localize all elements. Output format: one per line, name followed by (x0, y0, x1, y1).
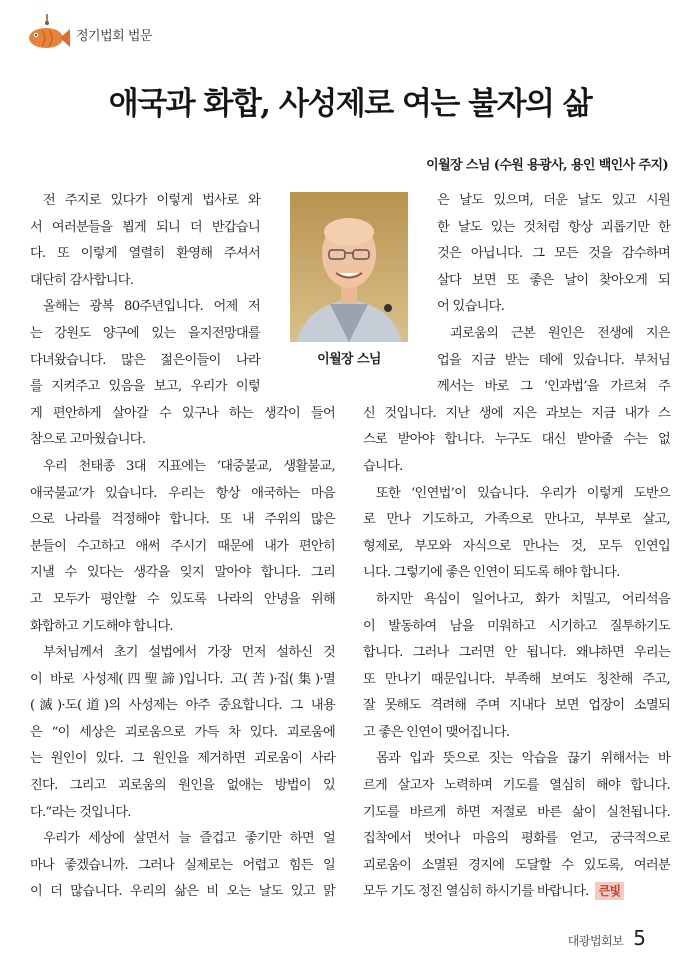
photo-caption: 이월장 스님 (317, 352, 381, 367)
text-line: 다.”라는 것입니다. (30, 804, 131, 820)
text-line: 것은 아닙니다. 그 모든 것을 감수하며 (437, 246, 670, 262)
text-line: 대단히 감사합니다. (30, 272, 134, 288)
text-line: 이 발동하여 남을 미워하고 시기하고 질투하기도 (363, 618, 670, 634)
text-line: 전 주지로 있다가 이렇게 법사로 와 (43, 193, 260, 208)
text-line: 르게 살고자 노력하며 기도를 열심히 해야 합니다. (363, 778, 670, 794)
byline: 이월장 스님 (수원 용광사, 용인 백인사 주지) (426, 158, 668, 173)
text-line: 살다 보면 또 좋은 날이 찾아오게 되 (437, 272, 670, 288)
text-line: 은 “이 세상은 괴로움으로 가득 차 있다. 괴로움에 (30, 724, 335, 740)
paragraph (30, 640, 335, 826)
article-title: 애국과 화합, 사성제로 여는 불자의 삶 (108, 86, 592, 122)
paragraph (363, 587, 670, 747)
text-line: (滅)·도(道)의 사성제는 아주 중요합니다. 그 내용 (30, 698, 335, 714)
text-line: 는 강원도 양구에 있는 을지전망대를 (30, 325, 260, 341)
fish-icon (24, 14, 70, 54)
publication-name: 대광법회보 (567, 934, 624, 948)
text-line: 서 여러분들을 뵙게 되니 더 반갑습니 (30, 219, 260, 235)
text-line: 이 더 많습니다. 우리의 삶은 비 오는 날도 있고 맑 (30, 884, 335, 900)
text-line: 하지만 욕심이 일어나고, 화가 치밀고, 어리석음 (376, 591, 670, 607)
end-mark: 큰빛 (595, 882, 625, 900)
text-line (363, 879, 670, 906)
text-line: 부처님께서 초기 설법에서 가장 먼저 설하신 것 (43, 645, 335, 661)
text-line: 께서는 바로 그 ‘인과법’을 가르쳐 주 (437, 379, 670, 395)
paragraph (363, 321, 670, 481)
text-line: 합니다. 그러나 그러면 안 됩니다. 왜냐하면 우리는 (363, 645, 670, 661)
text-line: 는 원인이 있다. 그 원인을 제거하면 괴로움이 사라 (30, 751, 335, 767)
paragraph (363, 481, 670, 587)
text-line-last: 모두 기도 정진 열심히 하시기를 바랍니다. (363, 884, 589, 900)
text-line: 를 지켜주고 있음을 보고, 우리가 이렇 (30, 379, 260, 395)
text-line: 고 모두가 평안할 수 있도록 나라의 안녕을 위해 (30, 591, 335, 607)
text-line: 형제로, 부모와 자식으로 만나는 것, 모두 인연입 (363, 538, 670, 554)
section-label: 정기법회 법문 (76, 28, 152, 44)
text-line: 우리 천태종 3대 지표에는 ‘대중불교, 생활불교, (43, 458, 335, 474)
paragraph (30, 454, 335, 640)
text-line: 올해는 광복 80주년입니다. 어제 저 (43, 299, 260, 315)
left-column (30, 188, 335, 906)
text-line: 다. 또 이렇게 열렬히 환영해 주셔서 (30, 246, 260, 262)
text-line: 게 편안하게 살아갈 수 있구나 하는 생각이 들어 (30, 405, 335, 421)
text-line: 니다. 그렇기에 좋은 인연이 되도록 해야 합니다. (363, 565, 620, 581)
text-line: 잘 못해도 격려해 주며 지내다 보면 업장이 소멸되 (363, 698, 670, 714)
text-line: 한 날도 있는 것처럼 항상 괴롭기만 한 (437, 219, 670, 235)
text-line: 스로 받아야 합니다. 누구도 대신 받아줄 수는 없 (363, 432, 670, 448)
text-line: 어 있습니다. (437, 299, 505, 315)
paragraph (30, 294, 335, 454)
text-line: 애국불교’가 있습니다. 우리는 항상 애국하는 마음 (30, 485, 335, 501)
text-line: 괴로움이 소멸된 경지에 도달할 수 있도록, 여러분 (363, 857, 670, 873)
text-line: 또 만나기 때문입니다. 부족해 보여도 칭찬해 주고, (363, 671, 670, 687)
text-line: 로 만나 기도하고, 가족으로 만나고, 부부로 살고, (363, 512, 670, 528)
paragraph (363, 188, 670, 321)
paragraph (30, 826, 335, 906)
text-line: 진다. 그리고 괴로움의 원인을 없애는 방법이 있 (30, 778, 335, 794)
text-line: 지낼 수 있다는 생각을 잊지 말아야 합니다. 그리 (30, 565, 335, 581)
paragraph (30, 188, 335, 294)
paragraph (363, 746, 670, 906)
page-number: 5 (633, 926, 646, 950)
text-line: 화합하고 기도해야 합니다. (30, 618, 173, 634)
text-line: 집착에서 벗어나 마음의 평화를 얻고, 궁극적으로 (363, 831, 670, 847)
text-line: 습니다. (363, 458, 403, 474)
right-column (363, 188, 670, 906)
text-line: 업을 지금 받는 데에 있습니다. 부처님 (437, 352, 670, 368)
text-line: 고 좋은 인연이 맺어집니다. (363, 724, 510, 740)
text-line: 괴로움의 근본 원인은 전생에 지은 (450, 325, 670, 341)
text-line: 신 것입니다. 지난 생에 지은 과보는 지금 내가 스 (363, 405, 670, 421)
text-line: 우리가 세상에 살면서 늘 즐겁고 좋기만 하면 얼 (43, 831, 335, 847)
text-line: 으로 나라를 걱정해야 합니다. 또 내 주위의 많은 (30, 512, 335, 528)
text-line: 참으로 고마웠습니다. (30, 432, 146, 448)
page-footer (568, 926, 646, 950)
text-line: 분들이 수고하고 애써 주시기 때문에 내가 편안히 (30, 538, 335, 554)
text-line: 마나 좋겠습니까. 그러나 실제로는 어렵고 힘든 일 (30, 857, 335, 873)
text-line: 은 날도 있으며, 더운 날도 있고 시원 (437, 193, 670, 208)
text-line: 이 바로 사성제(四聖諦)입니다. 고(苦)·집(集)·멸 (30, 671, 335, 687)
text-line: 몸과 입과 뜻으로 짓는 악습을 끊기 위해서는 바 (376, 751, 670, 767)
section-header (24, 14, 152, 54)
text-line: 다녀왔습니다. 많은 젊은이들이 나라 (30, 352, 260, 368)
text-line: 또한 ‘인연법’이 있습니다. 우리가 이렇게 도반으 (376, 485, 670, 501)
text-line: 기도를 바르게 하면 저절로 바른 삶이 실천됩니다. (363, 804, 670, 820)
